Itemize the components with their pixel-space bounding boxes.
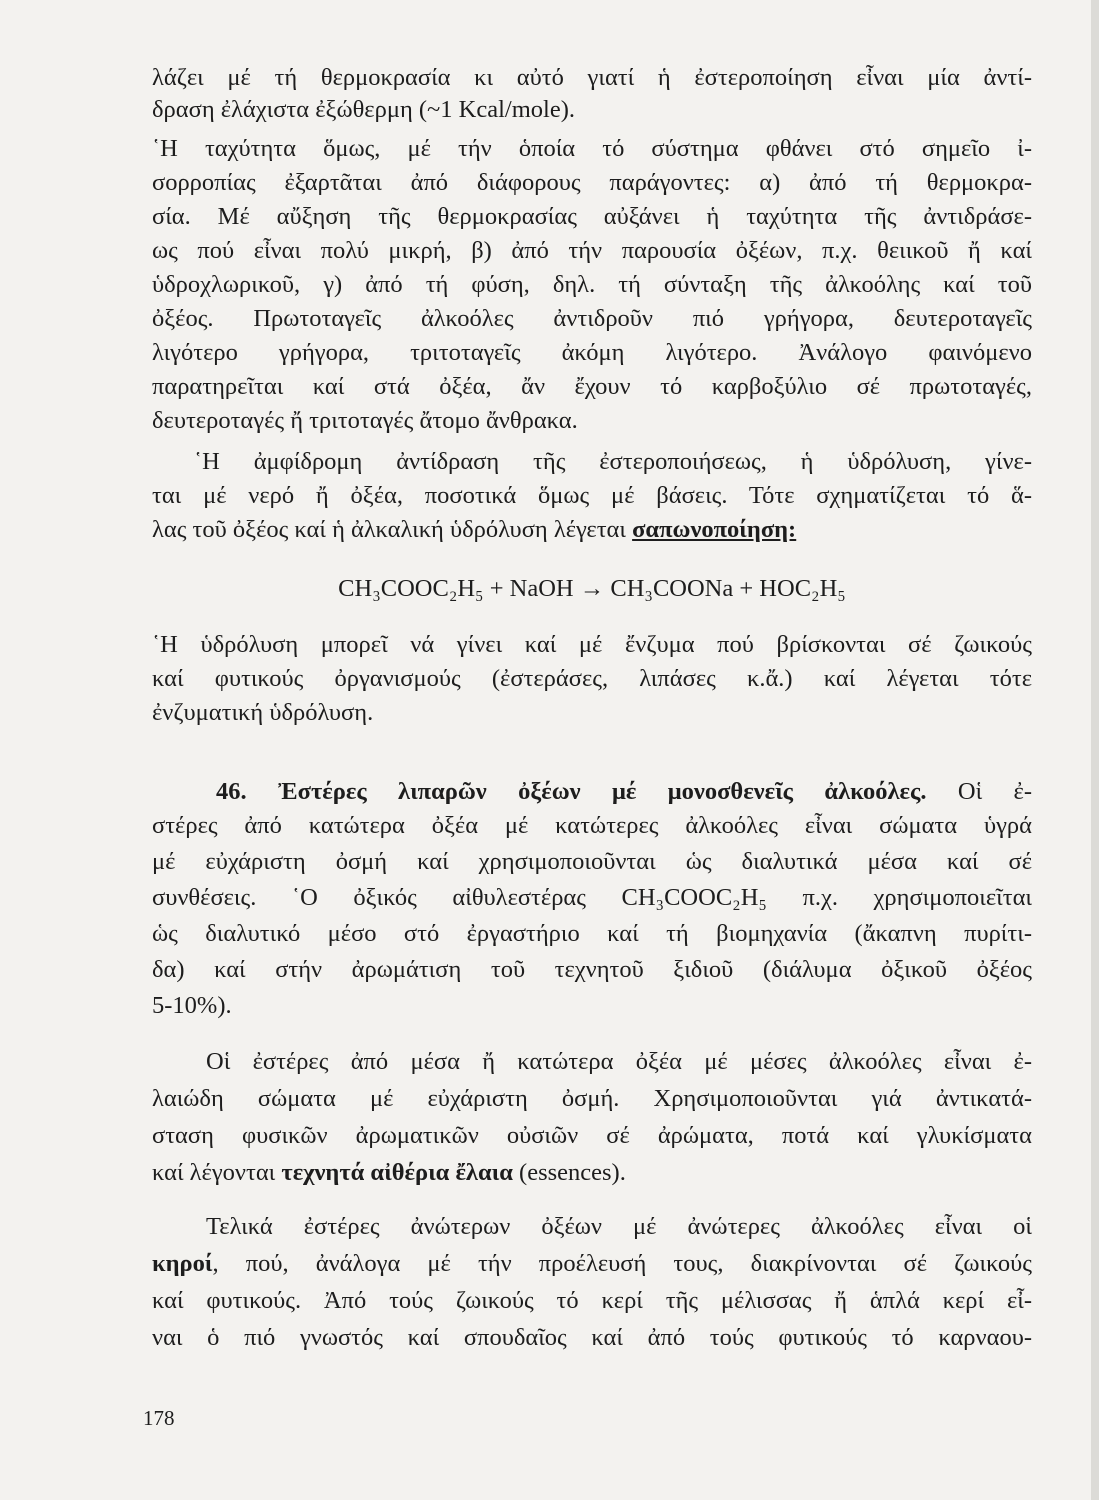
text-line: μέ εὐχάριστη ὀσμή καί χρησιμοποιοῦνται ὡς διαλυτικά μέσα καί σέ [152, 848, 1032, 875]
text-line: δευτεροταγές ἤ τριτοταγές ἄτομο ἄνθρακα. [152, 407, 578, 434]
text-line: Οἱ ἐστέρες ἀπό μέσα ἤ κατώτερα ὀξέα μέ μέσες ἀλκοόλες εἶναι ἐ- [206, 1048, 1032, 1075]
text-line: δραση ἐλάχιστα ἐξώθερμη (~1 Kcal/mole). [152, 96, 576, 123]
text-line: Τελικά ἐστέρες ἀνώτερων ὀξέων μέ ἀνώτερες ἀλκοόλες εἶναι οἱ [206, 1213, 1032, 1240]
text-line: λαιώδη σώματα μέ εὐχάριστη ὀσμή. Χρησιμοποιοῦνται γιά ἀντικατά- [152, 1085, 1032, 1112]
text-line [152, 514, 1032, 546]
term-waxes: κηροί [152, 1250, 213, 1277]
text-run: λας τοῦ ὀξέος καί ἡ ἀλκαλική ὑδρόλυση λέγεται [152, 516, 626, 543]
text-line: λιγότερο γρήγορα, τριτοταγεῖς ἀκόμη λιγότερο. Ἀνάλογο φαινόμενο [152, 339, 1032, 366]
text-line: ως πού εἶναι πολύ μικρή, β) ἀπό τήν παρουσία ὀξέων, π.χ. θειικοῦ ἤ καί [152, 237, 1032, 264]
text-line: σορροπίας ἐξαρτᾶται ἀπό διάφορους παράγοντες: α) ἀπό τή θερμοκρα- [152, 169, 1032, 196]
text-line: λάζει μέ τή θερμοκρασία κι αὐτό γιατί ἡ ἐστεροποίηση εἶναι μία ἀντί- [152, 64, 1032, 91]
text-line: καί φυτικούς ὀργανισμούς (ἐστεράσες, λιπάσες κ.ἄ.) καί λέγεται τότε [152, 665, 1032, 692]
text-line: σία. Μέ αὔξηση τῆς θερμοκρασίας αὐξάνει ἡ ταχύτητα τῆς ἀντιδράσε- [152, 203, 1032, 230]
text-line: καί φυτικούς. Ἀπό τούς ζωικούς τό κερί τῆς μέλισσας ἤ ἁπλά κερί εἶ- [152, 1287, 1032, 1314]
text-line: ῾Η ταχύτητα ὅμως, μέ τήν ὁποία τό σύστημα φθάνει στό σημεῖο ἰ- [152, 135, 1032, 162]
text-line: ὑδροχλωρικοῦ, γ) ἀπό τή φύση, δηλ. τή σύνταξη τῆς ἀλκοόλης καί τοῦ [152, 271, 1032, 298]
section-heading: 46. Ἐστέρες λιπαρῶν ὀξέων μέ μονοσθενεῖς ἀλκοόλες. [216, 778, 927, 805]
text-run: (essences). [519, 1159, 626, 1186]
page-edge [1091, 0, 1099, 1500]
text-line: ὡς διαλυτικό μέσο στό ἐργαστήριο καί τή βιομηχανία (ἄκαπνη πυρίτι- [152, 920, 1032, 947]
text-line: ῾Η ἀμφίδρομη ἀντίδραση τῆς ἐστεροποιήσεως, ἡ ὑδρόλυση, γίνε- [194, 448, 1032, 475]
section-heading-line [216, 776, 1032, 808]
text-line: στέρες ἀπό κατώτερα ὀξέα μέ κατώτερες ἀλκοόλες εἶναι σώματα ὑγρά [152, 812, 1032, 839]
chemical-equation: CH₃COOC₂H₅ + NaOH → CH₃COONa + HOC₂H₅ [338, 575, 846, 602]
text-line: ῾Η ὑδρόλυση μπορεῖ νά γίνει καί μέ ἔνζυμα πού βρίσκονται σέ ζωικούς [152, 631, 1032, 658]
term-saponification: σαπωνοποίηση: [632, 516, 797, 543]
text-line: ἐνζυματική ὑδρόλυση. [152, 699, 374, 726]
text-line: συνθέσεις. ῾Ο ὀξικός αἰθυλεστέρας CH₃COOC₂H₅ π.χ. χρησιμοποιεῖται [152, 884, 1032, 911]
term-essences: τεχνητά αἰθέρια ἔλαια [281, 1159, 513, 1186]
text-line: παρατηρεῖται καί στά ὀξέα, ἄν ἔχουν τό καρβοξύλιο σέ πρωτοταγές, [152, 373, 1032, 400]
text-line: δα) καί στήν ἀρωμάτιση τοῦ τεχνητοῦ ξιδιοῦ (διάλυμα ὀξικοῦ ὀξέος [152, 956, 1032, 983]
page-number: 178 [143, 1406, 175, 1430]
text-run: καί λέγονται [152, 1159, 276, 1186]
text-line: ται μέ νερό ἤ ὀξέα, ποσοτικά ὅμως μέ βάσεις. Τότε σχηματίζεται τό ἅ- [152, 482, 1032, 509]
text-line [152, 1248, 1032, 1280]
text-run: Οἱ ἐ- [957, 778, 1032, 805]
text-run: , πού, ἀνάλογα μέ τήν προέλευσή τους, διακρίνονται σέ ζωικούς [212, 1250, 1032, 1277]
text-line: 5-10%). [152, 992, 232, 1019]
text-line: ναι ὁ πιό γνωστός καί σπουδαῖος καί ἀπό τούς φυτικούς τό καρναου- [152, 1324, 1032, 1351]
text-line: ὀξέος. Πρωτοταγεῖς ἀλκοόλες ἀντιδροῦν πιό γρήγορα, δευτεροταγεῖς [152, 305, 1032, 332]
text-line: σταση φυσικῶν ἀρωματικῶν οὐσιῶν σέ ἀρώματα, ποτά καί γλυκίσματα [152, 1122, 1032, 1149]
text-line [152, 1157, 1032, 1189]
